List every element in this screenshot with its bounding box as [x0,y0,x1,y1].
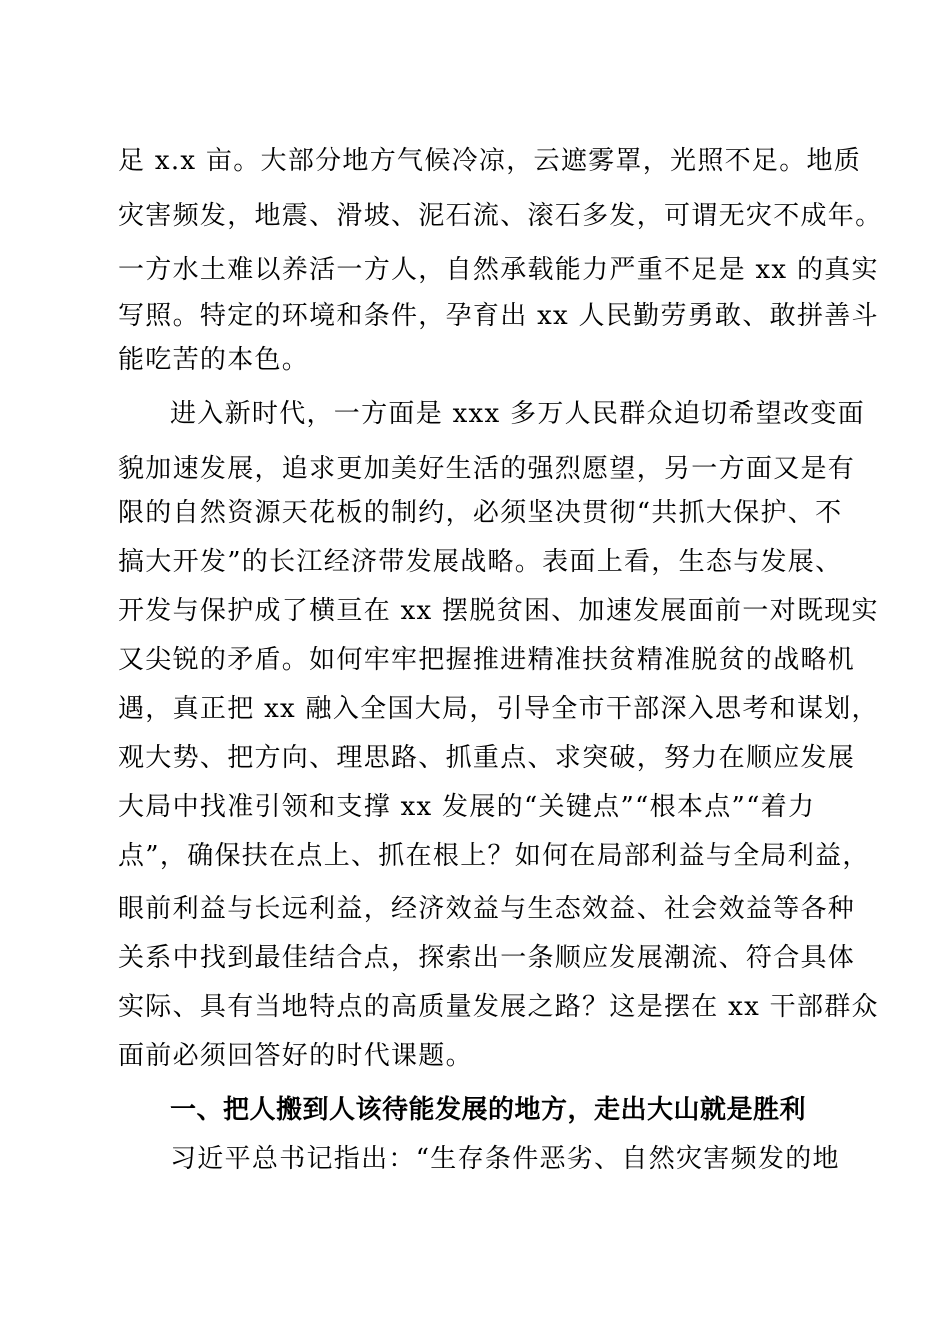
paragraph-2-line-10: 点”，确保扶在点上、抓在根上？如何在局部利益与全局利益， [118,841,870,871]
paragraph-2-line-4: 搞大开发”的长江经济带发展战略。表面上看，生态与发展、 [118,547,843,577]
paragraph-2-line-1: 进入新时代，一方面是 xxx 多万人民群众迫切希望改变面 [170,399,865,429]
paragraph-1-line-5: 能吃苦的本色。 [118,345,310,375]
section-heading: 一、把人搬到人该待能发展的地方，走出大山就是胜利 [170,1095,807,1125]
paragraph-2-line-3: 限的自然资源天花板的制约，必须坚决贯彻“共抓大保护、不 [118,498,843,528]
paragraph-2-line-2: 貌加速发展，追求更加美好生活的强烈愿望，另一方面又是有 [118,454,856,484]
paragraph-2-line-6: 又尖锐的矛盾。如何牢牢把握推进精准扶贫精准脱贫的战略机 [118,645,856,675]
paragraph-3-line-1: 习近平总书记指出：“生存条件恶劣、自然灾害频发的地 [170,1144,840,1174]
paragraph-2-line-13: 实际、具有当地特点的高质量发展之路？这是摆在 xx 干部群众 [118,992,879,1022]
paragraph-2-line-5: 开发与保护成了横亘在 xx 摆脱贫困、加速发展面前一对既现实 [118,596,879,626]
paragraph-1-line-1: 足 x.x 亩。大部分地方气候冷凉，云遮雾罩，光照不足。地质 [118,146,862,176]
paragraph-1-line-2: 灾害频发，地震、滑坡、泥石流、滚石多发，可谓无灾不成年。 [118,201,883,231]
paragraph-2-line-12: 关系中找到最佳结合点，探索出一条顺应发展潮流、符合具体 [118,943,856,973]
paragraph-1-line-4: 写照。特定的环境和条件，孕育出 xx 人民勤劳勇敢、敢拼善斗 [118,301,879,331]
paragraph-2-line-11: 眼前利益与长远利益，经济效益与生态效益、社会效益等各种 [118,894,856,924]
paragraph-2-line-14: 面前必须回答好的时代课题。 [118,1041,473,1071]
paragraph-1-line-3: 一方水土难以养活一方人，自然承载能力严重不足是 xx 的真实 [118,255,879,285]
paragraph-2-line-8: 观大势、把方向、理思路、抓重点、求突破，努力在顺应发展 [118,743,856,773]
paragraph-2-line-7: 遇，真正把 xx 融入全国大局，引导全市干部深入思考和谋划， [118,694,879,724]
paragraph-2-line-9: 大局中找准引领和支撑 xx 发展的“关键点”“根本点”“着力 [118,792,816,822]
